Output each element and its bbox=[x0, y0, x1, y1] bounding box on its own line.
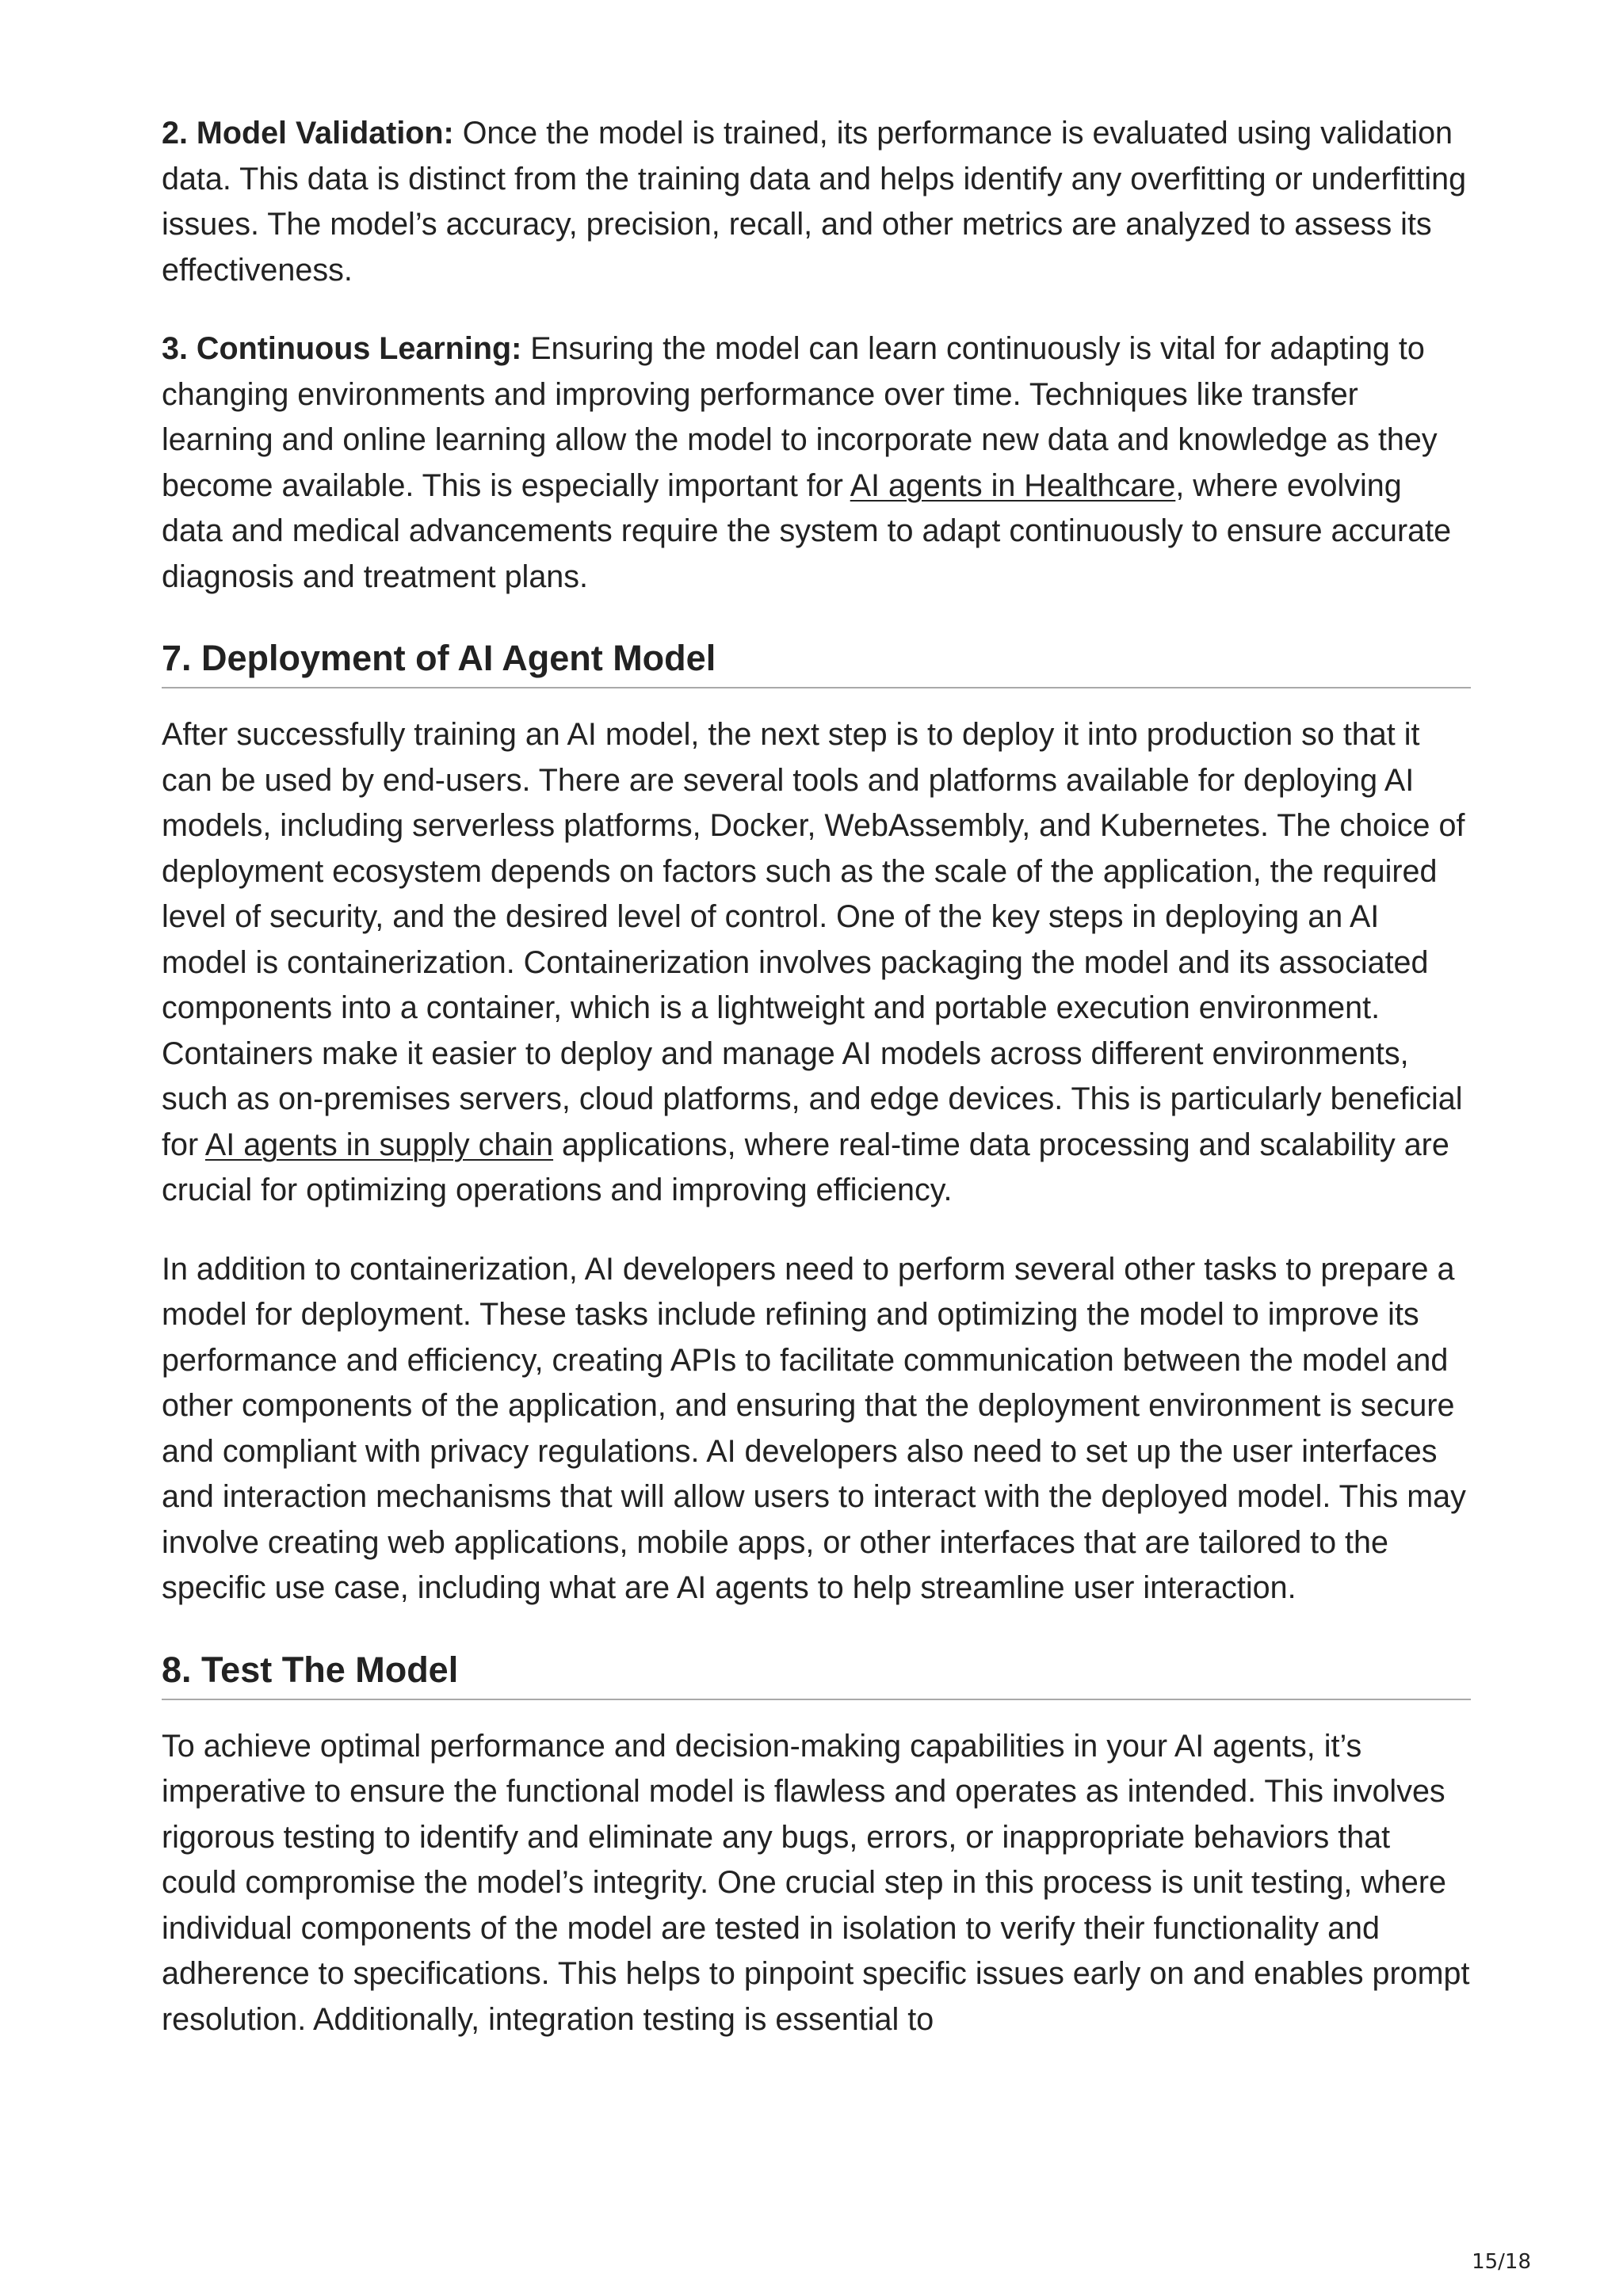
supply-chain-link[interactable]: AI agents in supply chain bbox=[204, 1127, 554, 1162]
continuous-learning-text-after: , where evolving data and medical advancements require the system to adapt continuously to ensure accurate diagnosis and treatment plans. bbox=[162, 467, 1452, 594]
page-content bbox=[162, 111, 1471, 2076]
deployment-p1-after: applications, where real-time data processing and scalability are crucial for optimizing operations and improving efficiency. bbox=[162, 1127, 1449, 1207]
continuous-learning-text-before: Ensuring the model can learn continuously is vital for adapting to changing environments and improving performance over time. Techniques like transfer learning and online learning allow the model to incorporate new data and knowledge as they become available. This is especially important for bbox=[162, 331, 1438, 503]
page-number: 15/18 bbox=[1472, 2250, 1531, 2274]
model-validation-text: Once the model is trained, its performance is evaluated using validation data. This data is distinct from the training data and helps identify any overfitting or underfitting issues. The model’s accuracy, precision, recall, and other metrics are analyzed to assess its effectiveness. bbox=[162, 116, 1467, 288]
model-validation-paragraph bbox=[162, 111, 1471, 293]
deployment-paragraph-1 bbox=[162, 712, 1471, 1214]
deployment-paragraph-2: In addition to containerization, AI developers need to perform several other tasks to prepare a model for deployment. These tasks include refining and optimizing the model to improve its performance and efficiency, creating APIs to facilitate communication between the model and other components of the application, and ensuring that the deployment environment is secure and compliant with privacy regulations. AI developers also need to set up the user interfaces and interaction mechanisms that will allow users to interact with the deployed model. This may involve creating web applications, mobile apps, or other interfaces that are tailored to the specific use case, including what are AI agents to help streamline user interaction. bbox=[162, 1251, 1466, 1605]
model-validation-heading: 2. Model Validation: bbox=[162, 116, 454, 151]
testing-section-title: 8. Test The Model bbox=[162, 1645, 1471, 1700]
continuous-learning-paragraph bbox=[162, 326, 1471, 600]
testing-paragraph-1: To achieve optimal performance and decision-making capabilities in your AI agents, it’s imperative to ensure the functional model is flawless and operates as intended. This involves rigorous testing to identify and eliminate any bugs, errors, or inappropriate behaviors that could compromise the model’s integrity. One crucial step in this process is unit testing, where individual components of the model are tested in isolation to verify their functionality and adherence to specifications. This helps to pinpoint specific issues early on and enables prompt resolution. Additionally, integration testing is essential to bbox=[162, 1728, 1470, 2037]
deployment-p1-before: After successfully training an AI model, the next step is to deploy it into production so that it can be used by end-users. There are several tools and platforms available for deploying AI models, including serverless platforms, Docker, WebAssembly, and Kubernetes. The choice of deployment ecosystem depends on factors such as the scale of the application, the required level of security, and the desired level of control. One of the key steps in deploying an AI model is containerization. Containerization involves packaging the model and its associated components into a container, which is a lightweight and portable execution environment. Containers make it easier to deploy and manage AI models across different environments, such as on-premises servers, cloud platforms, and edge devices. This is particularly beneficial for bbox=[162, 717, 1465, 1162]
healthcare-link[interactable]: AI agents in Healthcare bbox=[850, 467, 1176, 503]
continuous-learning-heading: 3. Continuous Learning: bbox=[162, 331, 522, 366]
deployment-section-title: 7. Deployment of AI Agent Model bbox=[162, 633, 1471, 688]
